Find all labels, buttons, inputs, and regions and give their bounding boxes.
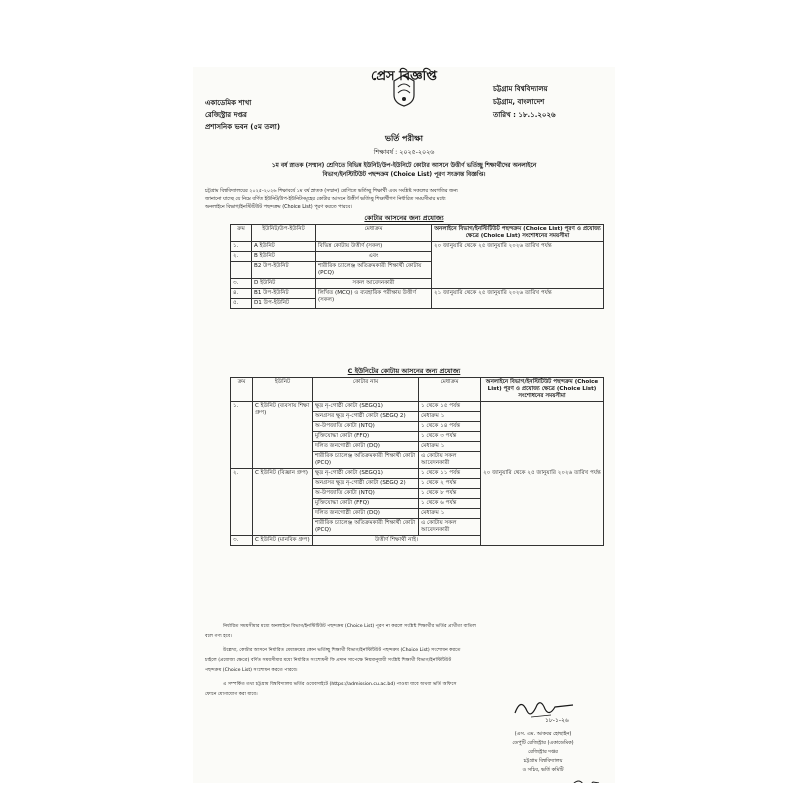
cell-unit: C ইউনিট (মানবিক গ্রুপ) xyxy=(253,536,313,546)
column-header: মেধাক্রম xyxy=(316,225,432,242)
cell-merit: ১ থেকে ১১ পর্যন্ত xyxy=(419,469,481,479)
footer-para-1-line-2: বলে গণ্য হবে। xyxy=(205,634,232,639)
cell-quota: মুক্তিযোদ্ধা কোটা (FFQ) xyxy=(313,432,419,442)
cell-quota: শারীরিক চ্যালেঞ্জ অতিক্রমকারী শিক্ষার্থী কোটা (PCQ) xyxy=(313,452,419,469)
cell-note: উত্তীর্ণ শিক্ষার্থী নাই। xyxy=(313,536,481,546)
cell-deadline: ২০ জানুয়ারি থেকে ২৫ জানুয়ারি ২০২৬ তারিখ পর্যন্ত xyxy=(432,242,604,289)
column-header: ইউনিট xyxy=(253,378,313,402)
cell-serial: ৫. xyxy=(231,299,252,309)
signature-date: ১৮-১-২৬ xyxy=(545,717,569,724)
cell-merit: ১ থেকে ১৪ পর্যন্ত xyxy=(419,422,481,432)
footer-para-2-line-3: পছন্দক্রম (Choice List) সংশোধন করতে পারবে। xyxy=(205,668,298,673)
signatory-name: (এস. এম. আকবর হোছাইন) xyxy=(514,731,572,737)
cell-quota: দলিত জনগোষ্ঠী কোটা (DQ) xyxy=(313,442,419,452)
column-header: ক্রম xyxy=(231,225,252,242)
cell-serial: ১. xyxy=(231,242,252,252)
table-row xyxy=(231,289,604,299)
table-row xyxy=(231,402,604,412)
intro-line-2: জানানো যাচ্ছে যে নিম্নে বর্ণিত ইউনিট/উপ-ইউনিটসমূহের কোটার আসনে উত্তীর্ণ ভর্তিচ্ছু শিক্ষার্থীগণ নির্ধারিত সময়সীমার মধ্যে xyxy=(205,196,446,202)
initial-mark xyxy=(571,773,601,783)
press-release-title: প্রেস বিজ্ঞপ্তি xyxy=(371,69,437,84)
cell-quota: ক্ষুদ্র নৃ-গোষ্ঠী কোটা (SEGQ1) xyxy=(313,469,419,479)
cell-unit: B1 উপ-ইউনিট xyxy=(252,289,316,299)
office-line-1: একাডেমিক শাখা xyxy=(205,99,252,107)
cell-serial: ৩. xyxy=(231,279,252,289)
cell-unit: B2 উপ-ইউনিট xyxy=(252,262,316,279)
cell-quota: দলিত জনগোষ্ঠী কোটা (DQ) xyxy=(313,509,419,519)
cell-unit: C ইউনিট (বিজ্ঞান গ্রুপ) xyxy=(253,469,313,536)
cell-merit: মেধাক্রম ১ xyxy=(419,442,481,452)
notice-title: ভর্তি পরীক্ষা xyxy=(385,134,423,143)
cell-quota: অ-উপজাতি কোটা (NTQ) xyxy=(313,489,419,499)
footer-para-3-line-1: এ সম্পর্কিত তথ্য চট্টগ্রাম বিশ্ববিদ্যালয় ভর্তির ওয়েবসাইটে (https://admission.cu.ac.bd) পাওয়া যাবে অথবা ভর্তি অফিসে xyxy=(223,682,457,687)
table1-caption: কোটার আসনের জন্য প্রযোজ্য xyxy=(364,214,444,222)
intro-line-3: অনলাইনে বিভাগ/ইনস্টিটিউট পছন্দক্রম (Choice List) পূরণ করতে পারবে। xyxy=(205,204,352,210)
cell-merit: ১ থেকে ৮ পর্যন্ত xyxy=(419,489,481,499)
column-header: ক্রম xyxy=(231,378,253,402)
intro-line-1: চট্টগ্রাম বিশ্ববিদ্যালয়ের ২০২৫-২০২৬ শিক্ষাবর্ষে ১ম বর্ষ স্নাতক (সম্মান) শ্রেণিতে ভর্তিচ্ছু শিক্ষার্থী এবং সংশ্লিষ্ট সকলের অবগতির জন্য xyxy=(205,188,458,194)
cell-quota: অনগ্রসর ক্ষুদ্র নৃ-গোষ্ঠী কোটা (SEGQ 2) xyxy=(313,412,419,422)
cell-merit: ১ থেকে ১৫ পর্যন্ত xyxy=(419,402,481,412)
cell-serial: ১. xyxy=(231,402,253,469)
cell-quota: অ-উপজাতি কোটা (NTQ) xyxy=(313,422,419,432)
academic-session: শিক্ষাবর্ষ : ২০২৫-২০২৬ xyxy=(373,149,435,156)
table2-caption: C ইউনিটের কোটায় আসনের জন্য প্রযোজ্য xyxy=(347,367,461,375)
table-header-row xyxy=(231,378,604,402)
cell-merit: লিখিত (MCQ) ও ব্যবহারিক পরীক্ষায় উত্তীর্ণ (সকল) xyxy=(316,289,432,309)
cell-unit: D1 উপ-ইউনিট xyxy=(252,299,316,309)
footer-para-2-line-2: চাইলে (প্রযোজ্য ক্ষেত্রে) বর্ণিত সময়সীমার মধ্যে নির্ধারিত সংশোধনী ফি প্রদান সাপেক্ষে নিয়মানুযায়ী সংশ্লিষ্ট শিক্ষার্থী বিভাগ/ইনস্টিটিউট xyxy=(205,658,452,663)
c-unit-quota-table xyxy=(230,377,604,546)
cell-quota: শারীরিক চ্যালেঞ্জ অতিক্রমকারী শিক্ষার্থী কোটা (PCQ) xyxy=(313,519,419,536)
cell-serial: ৩. xyxy=(231,536,253,546)
cell-quota: ক্ষুদ্র নৃ-গোষ্ঠী কোটা (SEGQ1) xyxy=(313,402,419,412)
table-row xyxy=(231,242,604,252)
cell-merit: এ কোটায় সকল আবেদনকারী xyxy=(419,452,481,469)
cell-merit: ১ থেকে ৬ পর্যন্ত xyxy=(419,499,481,509)
signatory-committee: ও সচিব, ভর্তি কমিটি xyxy=(522,767,564,773)
cell-merit: মেধাক্রম ১ xyxy=(419,509,481,519)
column-header: ইউনিট/উপ-ইউনিট xyxy=(252,225,316,242)
cell-merit: ১ থেকে ২ পর্যন্ত xyxy=(419,479,481,489)
cell-serial: ২. xyxy=(231,252,252,262)
cell-unit: C ইউনিট (ব্যবসায় শিক্ষা গ্রুপ) xyxy=(253,402,313,469)
cell-merit: শারীরিক চ্যালেঞ্জ অতিক্রমকারী শিক্ষার্থী কোটায় (PCQ) xyxy=(316,262,432,279)
column-header: অনলাইনে বিভাগ/ইনস্টিটিউট পছন্দক্রম (Choice List) পূরণ ও প্রযোজ্য ক্ষেত্রে (Choice List) সংশোধনের সময়সীমা xyxy=(481,378,604,402)
signatory-university: চট্টগ্রাম বিশ্ববিদ্যালয় xyxy=(523,758,563,764)
cell-merit: সকল আবেদনকারী xyxy=(316,279,432,289)
table-header-row xyxy=(231,225,604,242)
footer-para-3-line-2: ফোনে যোগাযোগ করা যাবে। xyxy=(205,692,258,697)
press-release-document xyxy=(193,67,615,783)
cell-quota: মুক্তিযোদ্ধা কোটা (FFQ) xyxy=(313,499,419,509)
column-header: মেধাক্রম xyxy=(419,378,481,402)
cell-quota: অনগ্রসর ক্ষুদ্র নৃ-গোষ্ঠী কোটা (SEGQ 2) xyxy=(313,479,419,489)
cell-merit: বিভিন্ন কোটায় উত্তীর্ণ (সকল) xyxy=(316,242,432,252)
university-name: চট্টগ্রাম বিশ্ববিদ্যালয় xyxy=(493,85,548,93)
signatory-designation: ডেপুটি রেজিস্ট্রার (একাডেমিক) xyxy=(512,740,574,746)
cell-serial xyxy=(231,262,252,279)
notice-subtitle-2: বিভাগ/ইনস্টিটিউট পছন্দক্রম (Choice List) পূরণ সংক্রান্ত বিজ্ঞপ্তি। xyxy=(322,172,486,178)
signatory-office: রেজিস্ট্রার দপ্তর xyxy=(528,749,558,755)
cell-serial: ২. xyxy=(231,469,253,536)
footer-para-2-line-1: উল্লেখ্য, কোটার আসনে নির্ধারিত মেধাক্রমের কোন ভর্তিচ্ছু শিক্ষার্থী বিভাগ/ইনস্টিটিউট পছন্দক্রম (Choice List) সংশোধন করতে xyxy=(223,648,461,653)
cell-deadline: ২০ জানুয়ারি থেকে ২৫ জানুয়ারি ২০২৬ তারিখ পর্যন্ত xyxy=(481,402,604,546)
office-line-2: রেজিস্ট্রার দপ্তর xyxy=(205,111,247,119)
cell-merit: এবং xyxy=(316,252,432,262)
cell-deadline: ২১ জানুয়ারি থেকে ২৫ জানুয়ারি ২০২৬ তারিখ পর্যন্ত xyxy=(432,289,604,309)
column-header: কোটার নাম xyxy=(313,378,419,402)
office-line-3: প্রশাসনিক ভবন (৫ম তলা) xyxy=(205,123,281,131)
issue-date: তারিখ : ১৮.১.২০২৬ xyxy=(493,111,556,119)
column-header: অনলাইনে বিভাগ/ইনস্টিটিউট পছন্দক্রম (Choice List) পূরণ ও প্রযোজ্য ক্ষেত্রে (Choice List) সংশোধনের সময়সীমা xyxy=(432,225,604,242)
cell-merit: ১ থেকে ৩ পর্যন্ত xyxy=(419,432,481,442)
cell-unit: B ইউনিট xyxy=(252,252,316,262)
cell-unit: A ইউনিট xyxy=(252,242,316,252)
cell-merit: এ কোটায় সকল আবেদনকারী xyxy=(419,519,481,536)
cell-unit: D ইউনিট xyxy=(252,279,316,289)
notice-subtitle-1: ১ম বর্ষ স্নাতক (সম্মান) শ্রেণিতে বিভিন্ন ইউনিট/উপ-ইউনিটে কোটার আসনে উত্তীর্ণ ভর্তিচ্ছু শিক্ষার্থীদের অনলাইনে xyxy=(271,163,537,169)
university-location: চট্টগ্রাম, বাংলাদেশ xyxy=(493,98,545,106)
cell-merit: মেধাক্রম ১ xyxy=(419,412,481,422)
footer-para-1-line-1: নির্ধারিত সময়সীমার মধ্যে অনলাইনে বিভাগ/ইনস্টিটিউট পছন্দক্রম (Choice List) পূরণ না করলে সংশ্লিষ্ট শিক্ষার্থীর ভর্তির প্রার্থীতা বাতিল xyxy=(223,624,476,629)
cell-serial: ৪. xyxy=(231,289,252,299)
quota-choice-table xyxy=(230,224,604,309)
